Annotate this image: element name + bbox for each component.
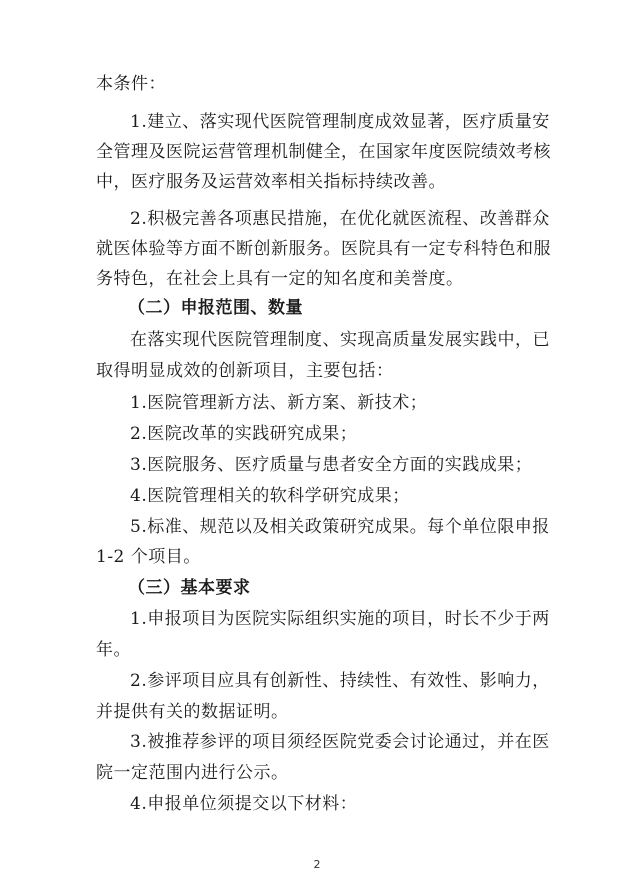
section-heading: （三）基本要求 xyxy=(128,578,251,598)
list-item: 1.医院管理新方法、新方案、新技术； xyxy=(130,393,428,413)
text-line: 并提供有关的数据证明。 xyxy=(96,702,289,722)
list-item: 4.医院管理相关的软科学研究成果； xyxy=(130,486,410,506)
text-line: 中，医疗服务及运营效率相关指标持续改善。 xyxy=(96,172,446,192)
page-number: 2 xyxy=(313,858,321,871)
text-line: 2.积极完善各项惠民措施，在优化就医流程、改善群众 xyxy=(130,209,550,229)
list-item: 2.参评项目应具有创新性、持续性、有效性、影响力， xyxy=(130,671,550,691)
text-line: 1.建立、落实现代医院管理制度成效显著，医疗质量安 xyxy=(130,112,550,132)
list-item: 1.申报项目为医院实际组织实施的项目，时长不少于两 xyxy=(130,609,550,629)
text-line: 取得明显成效的创新项目，主要包括： xyxy=(96,361,394,381)
list-item: 5.标准、规范以及相关政策研究成果。每个单位限申报 xyxy=(130,517,550,537)
list-item: 3.被推荐参评的项目须经医院党委会讨论通过，并在医 xyxy=(130,732,550,752)
list-item: 4.申报单位须提交以下材料： xyxy=(130,794,358,814)
text-line: 院一定范围内进行公示。 xyxy=(96,763,289,783)
text-line: 1-2 个项目。 xyxy=(96,547,201,567)
section-heading: （二）申报范围、数量 xyxy=(128,298,303,318)
text-line: 本条件： xyxy=(96,74,166,94)
text-line: 就医体验等方面不断创新服务。医院具有一定专科特色和服 xyxy=(96,239,551,259)
text-line: 务特色，在社会上具有一定的知名度和美誉度。 xyxy=(96,269,464,289)
text-line: 年。 xyxy=(96,640,131,660)
list-item: 2.医院改革的实践研究成果； xyxy=(130,424,358,444)
text-line: 全管理及医院运营管理机制健全，在国家年度医院绩效考核 xyxy=(96,142,551,162)
text-line: 在落实现代医院管理制度、实现高质量发展实践中，已 xyxy=(130,330,550,350)
list-item: 3.医院服务、医疗质量与患者安全方面的实践成果； xyxy=(130,455,533,475)
